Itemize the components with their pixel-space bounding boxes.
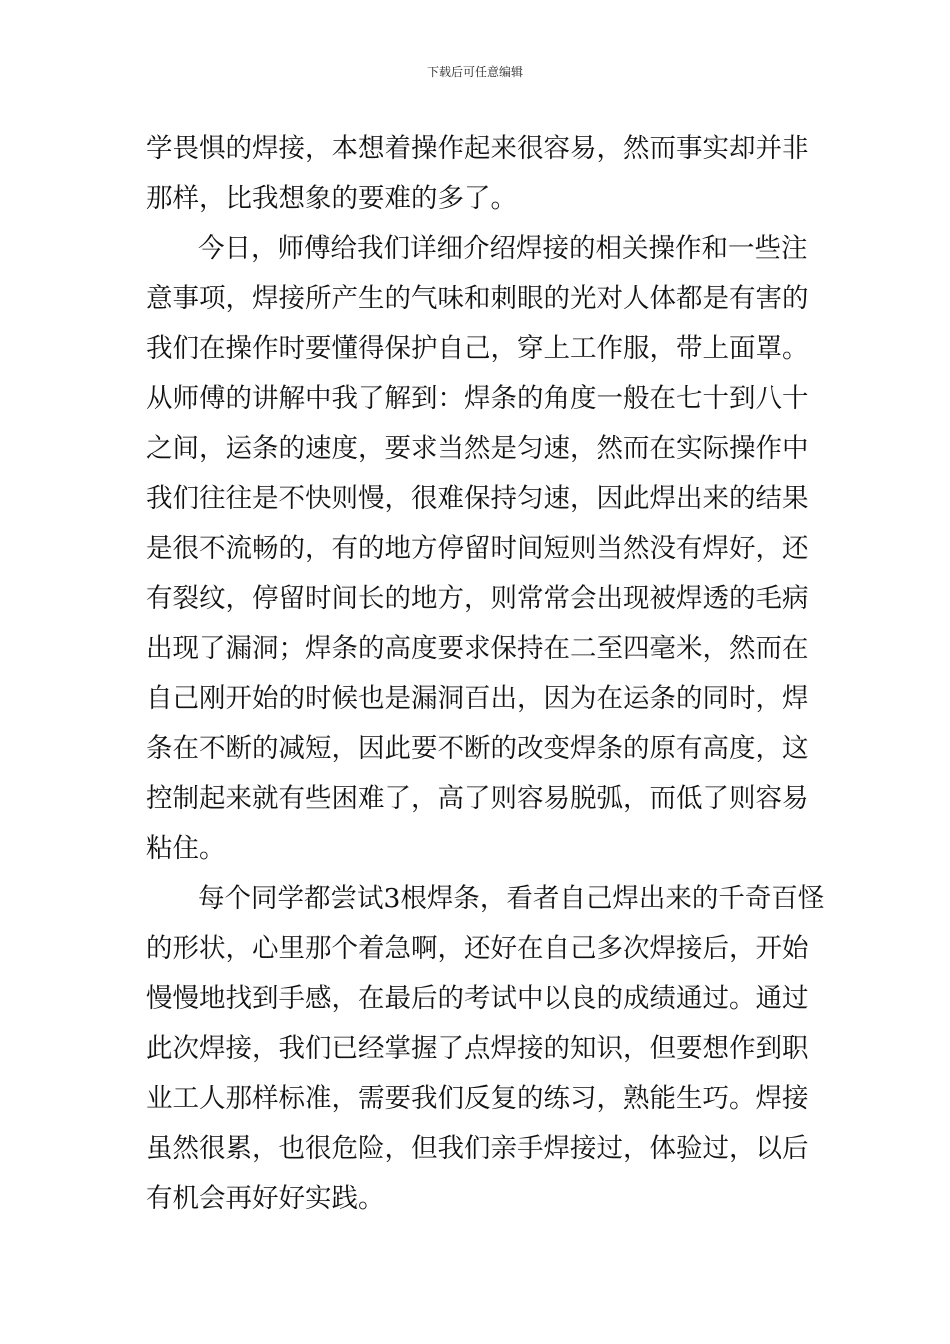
paragraph-line: 出现了漏洞；焊条的高度要求保持在二至四毫米，然而在 <box>146 633 809 664</box>
paragraph-line: 慢慢地找到手感，在最后的考试中以良的成绩通过。通过 <box>146 983 809 1014</box>
paragraph-line: 今日，师傅给我们详细介绍焊接的相关操作和一些注 <box>198 233 808 264</box>
paragraph-2 <box>146 224 809 874</box>
paragraph-line: 意事项，焊接所产生的气味和刺眼的光对人体都是有害的 <box>146 283 809 314</box>
page-header: 下载后可任意编辑 <box>426 65 523 79</box>
paragraph-line: 学畏惧的焊接，本想着操作起来很容易，然而事实却并非 <box>146 133 809 164</box>
body-text <box>146 124 825 1224</box>
paragraph-line: 是很不流畅的，有的地方停留时间短则当然没有焊好，还 <box>146 533 809 564</box>
paragraph-line: 粘住。 <box>146 833 226 864</box>
paragraph-line: 条在不断的减短，因此要不断的改变焊条的原有高度，这 <box>146 733 809 764</box>
paragraph-line: 的形状，心里那个着急啊，还好在自己多次焊接后，开始 <box>146 933 809 964</box>
paragraph-line: 虽然很累，也很危险，但我们亲手焊接过，体验过，以后 <box>146 1133 809 1164</box>
paragraph-line: 之间，运条的速度，要求当然是匀速，然而在实际操作中 <box>146 433 809 464</box>
paragraph-line: 控制起来就有些困难了，高了则容易脱弧，而低了则容易 <box>146 783 809 814</box>
paragraph-line: 我们往往是不快则慢，很难保持匀速，因此焊出来的结果 <box>146 483 809 514</box>
paragraph-1 <box>146 124 809 224</box>
paragraph-line: 自己刚开始的时候也是漏洞百出，因为在运条的同时，焊 <box>146 683 809 714</box>
paragraph-line: 那样，比我想象的要难的多了。 <box>146 183 517 214</box>
paragraph-line: 有裂纹，停留时间长的地方，则常常会出现被焊透的毛病 <box>146 583 809 614</box>
paragraph-line: 有机会再好好实践。 <box>146 1183 385 1214</box>
paragraph-line: 我们在操作时要懂得保护自己，穿上工作服，带上面罩。 <box>146 333 809 364</box>
paragraph-line: 从师傅的讲解中我了解到：焊条的角度一般在七十到八十 <box>146 383 809 414</box>
paragraph-line: 每个同学都尝试3根焊条，看者自己焊出来的千奇百怪 <box>198 883 825 914</box>
paragraph-line: 此次焊接，我们已经掌握了点焊接的知识，但要想作到职 <box>146 1033 809 1064</box>
paragraph-line: 业工人那样标准，需要我们反复的练习，熟能生巧。焊接 <box>146 1083 809 1114</box>
paragraph-3 <box>146 874 825 1224</box>
